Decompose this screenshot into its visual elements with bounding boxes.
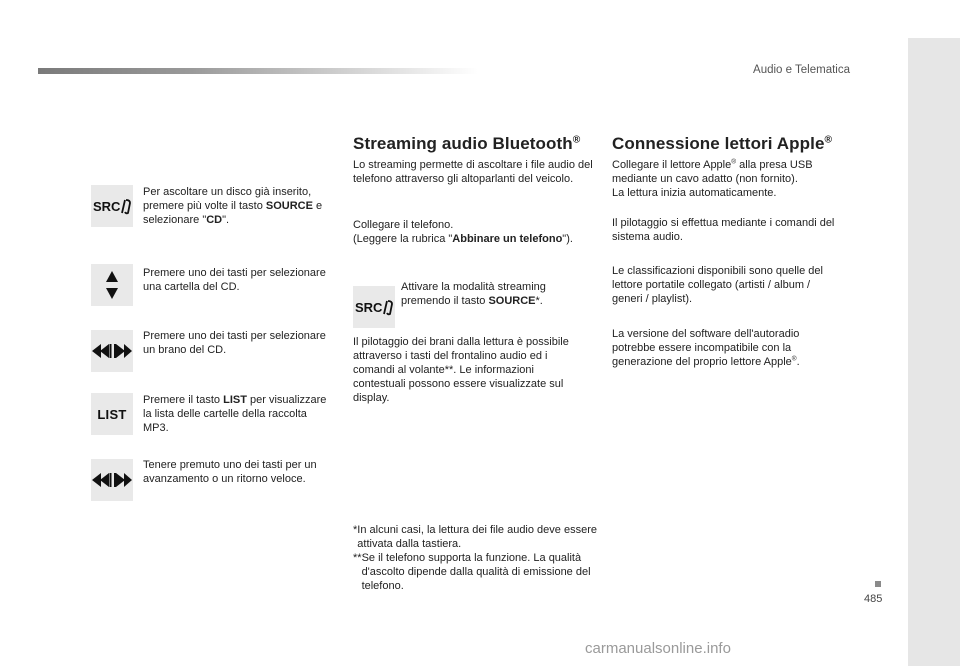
apple-players-title: Connessione lettori Apple®	[612, 134, 833, 153]
bluetooth-streaming-title: Streaming audio Bluetooth®	[353, 134, 581, 153]
up-down-arrows-icon	[91, 264, 133, 306]
seek-arrows-icon	[91, 330, 133, 372]
svg-text:SRC: SRC	[355, 300, 383, 315]
bluetooth-intro: Lo streaming permette di ascoltare i file audio del telefono attraverso gli altoparlanti del veicolo.	[353, 159, 593, 185]
apple-classifications: Le classificazioni disponibili sono quelle del lettore portatile collegato (artisti / album / generi / playlist).	[612, 265, 823, 305]
page-sidebar	[908, 38, 960, 666]
bluetooth-connect: Collegare il telefono. (Leggere la rubrica "Abbinare un telefono").	[353, 219, 573, 245]
page-number: 485	[864, 593, 883, 605]
streaming-activate: Attivare la modalità streaming premendo il tasto SOURCE*.	[401, 281, 546, 307]
footnote-1: * In alcuni casi, la lettura dei file audio deve essere attivata dalla tastiera.	[353, 524, 597, 550]
streaming-controls: Il pilotaggio dei brani dalla lettura è possibile attraverso i tasti del frontalino audio ed i comandi al volante**. Le informazioni contestuali possono essere visualizzate sul display.	[353, 336, 569, 404]
section-title: Audio e Telematica	[753, 64, 850, 76]
header-gradient-bar	[38, 68, 478, 74]
instruction-select-track: Premere uno dei tasti per selezionare un brano del CD.	[143, 330, 326, 356]
apple-connect: Collegare il lettore Apple® alla presa USB mediante un cavo adatto (non fornito). La lettura inizia automaticamente.	[612, 158, 813, 199]
instruction-fast-seek: Tenere premuto uno dei tasti per un avanzamento o un ritorno veloce.	[143, 459, 317, 485]
src-phone-icon	[91, 185, 133, 227]
watermark: carmanualsonline.info	[585, 640, 731, 657]
list-button-icon	[91, 393, 133, 435]
instruction-select-folder: Premere uno dei tasti per selezionare una cartella del CD.	[143, 267, 326, 293]
instruction-list: Premere il tasto LIST per visualizzare la lista delle cartelle della raccolta MP3.	[143, 394, 327, 434]
instruction-select-cd: Per ascoltare un disco già inserito, premere più volte il tasto SOURCE e selezionare "CD".	[143, 186, 323, 226]
list-icon-label: LIST	[97, 406, 127, 422]
apple-controls: Il pilotaggio si effettua mediante i comandi del sistema audio.	[612, 217, 835, 243]
apple-compatibility: La versione del software dell'autoradio potrebbe essere incompatibile con la generazione del proprio lettore Apple®.	[612, 328, 800, 368]
seek-arrows-icon	[91, 459, 133, 501]
footnote-2: ** Se il telefono supporta la funzione. La qualità d'ascolto dipende dalla qualità di emissione del telefono.	[353, 552, 591, 592]
svg-text:SRC: SRC	[93, 199, 121, 214]
page-marker	[875, 581, 881, 587]
src-phone-icon	[353, 286, 395, 328]
